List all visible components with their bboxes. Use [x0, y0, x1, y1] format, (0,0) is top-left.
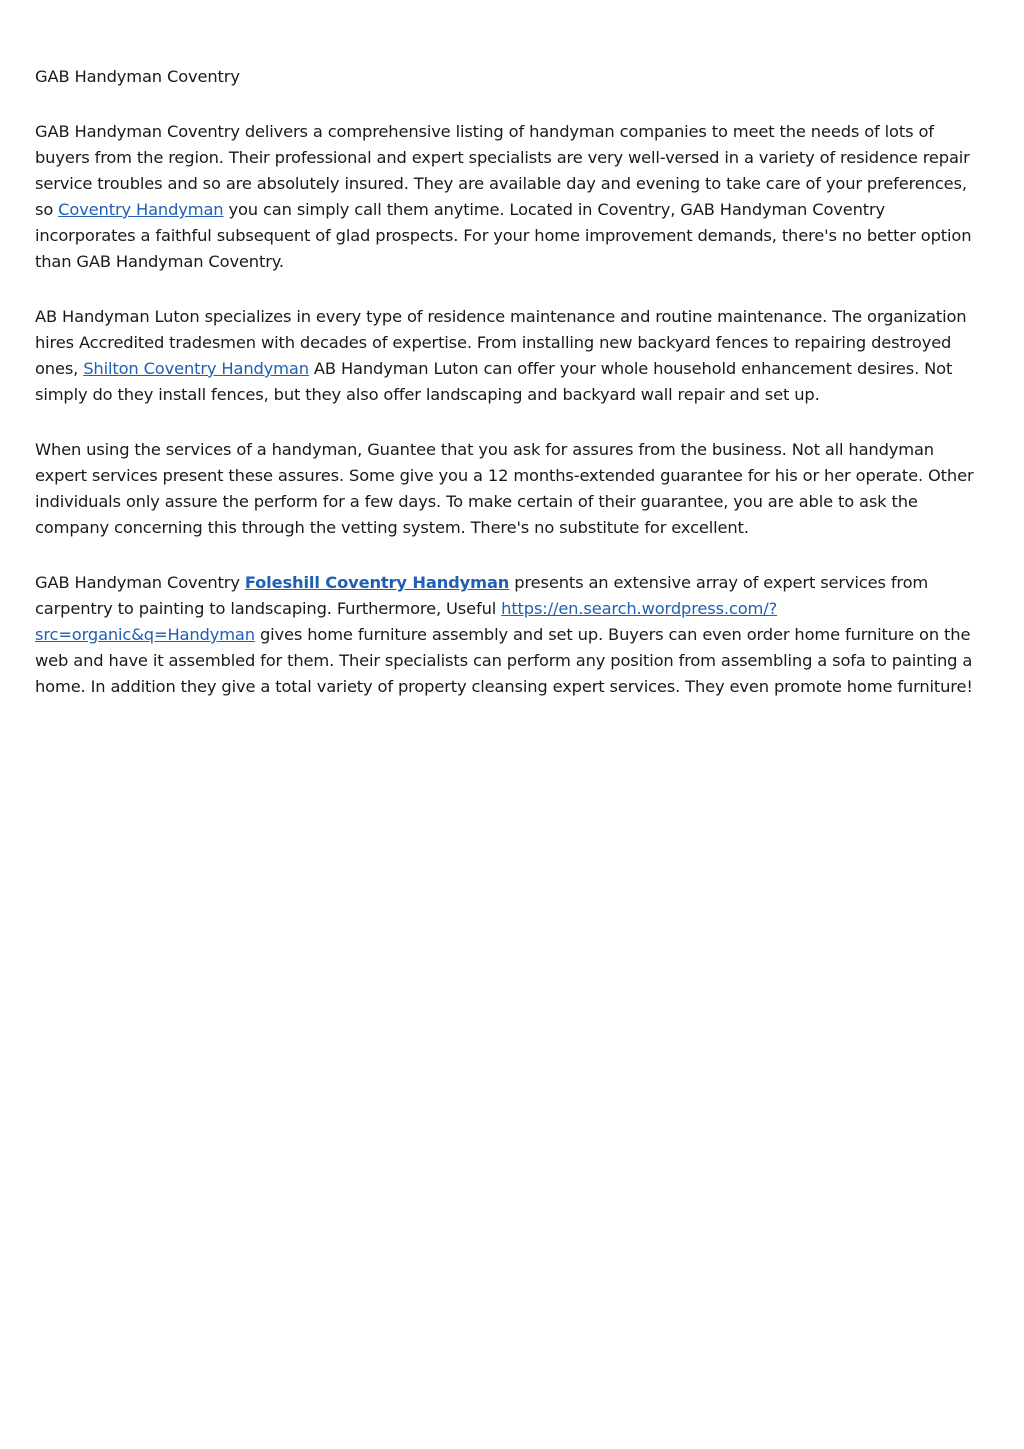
paragraph-4-text-middle: presents an extensive array of expert services from carpentry to painting to landscaping. Furthermore, Useful	[35, 573, 929, 618]
paragraph-4-text-after: gives home furniture assembly and set up. Buyers can even order home furniture on the web and have it assembled for them. Their specialists can perform any position from assembling a sofa to painting a home. In addition they give a total variety of property cleansing expert services. They even promote home furniture!	[35, 625, 973, 696]
paragraph-4	[35, 570, 985, 700]
foleshill-coventry-handyman-link[interactable]: Foleshill Coventry Handyman	[244, 573, 510, 592]
paragraph-2-text-after: AB Handyman Luton can offer your whole household enhancement desires. Not simply do they install fences, but they also offer landscaping and backyard wall repair and set up.	[35, 359, 953, 404]
paragraph-2	[35, 304, 985, 408]
paragraph-3: When using the services of a handyman, Guantee that you ask for assures from the business. Not all handyman expert services present these assures. Some give you a 12 months-extended guarantee for his or her operate. Other individuals only assure the perform for a few days. To make certain of their guarantee, you are able to ask the company concerning this through the vetting system. There's no substitute for excellent.	[35, 440, 974, 537]
paragraph-1-text-after: you can simply call them anytime. Located in Coventry, GAB Handyman Coventry incorporates a faithful subsequent of glad prospects. For your home improvement demands, there's no better option than GAB Handyman Coventry.	[35, 200, 972, 271]
document-title: GAB Handyman Coventry	[35, 67, 240, 86]
paragraph-4-text-before: GAB Handyman Coventry	[35, 573, 245, 592]
paragraph-1	[35, 119, 985, 275]
coventry-handyman-link[interactable]: Coventry Handyman	[58, 200, 224, 219]
wordpress-search-link[interactable]: https://en.search.wordpress.com/?src=organic&q=Handyman	[35, 599, 778, 644]
document-page	[35, 64, 985, 729]
paragraph-1-text-before: GAB Handyman Coventry delivers a comprehensive listing of handyman companies to meet the needs of lots of buyers from the region. Their professional and expert specialists are very well-versed in a variety of residence repair service troubles and so are absolutely insured. They are available day and evening to take care of your preferences, so	[35, 122, 970, 219]
paragraph-2-text-before: AB Handyman Luton specializes in every type of residence maintenance and routine maintenance. The organization hires Accredited tradesmen with decades of expertise. From installing new backyard fences to repairing destroyed ones,	[35, 307, 967, 378]
shilton-coventry-handyman-link[interactable]: Shilton Coventry Handyman	[83, 359, 309, 378]
